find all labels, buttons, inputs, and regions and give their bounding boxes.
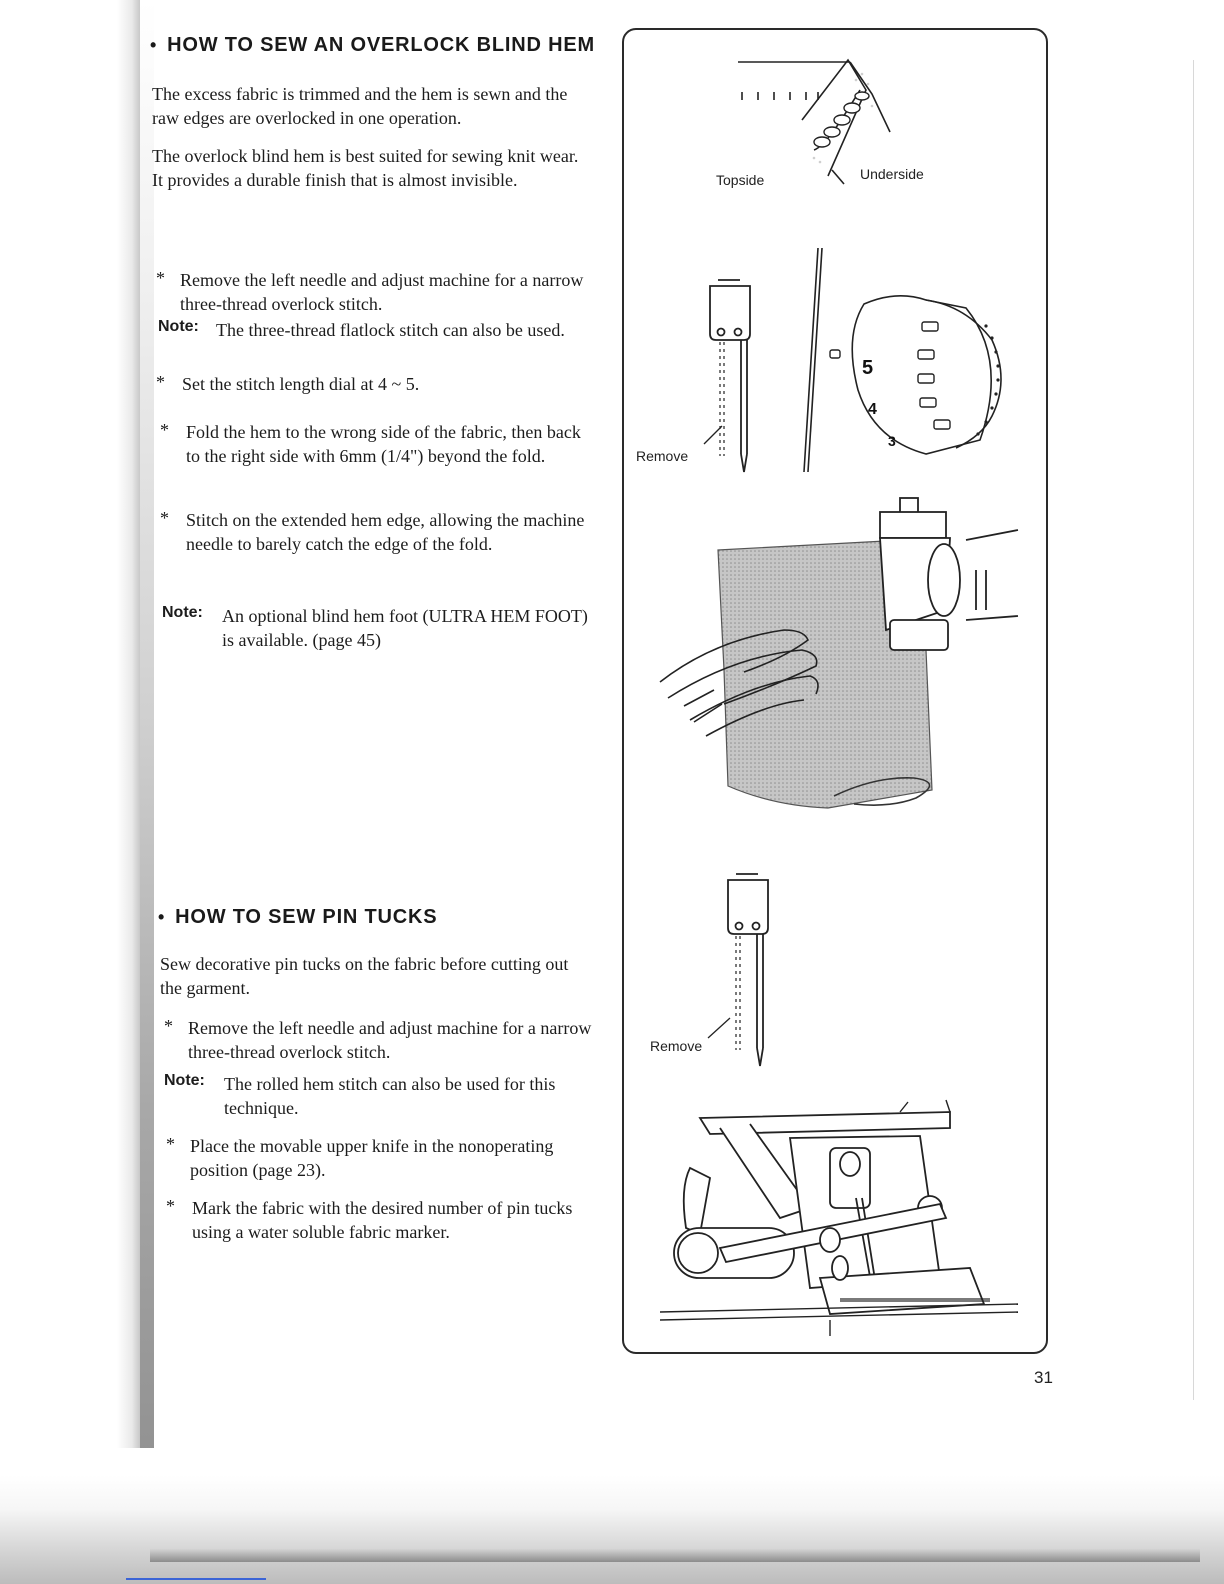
intro-paragraph-1: The excess fabric is trimmed and the hem is sewn and the raw edges are overlocked in one operation. <box>152 84 568 128</box>
intro-paragraph-2: The overlock blind hem is best suited for sewing knit wear. It provides a durable finish that is almost invisible. <box>152 146 579 190</box>
dial-number-3: 3 <box>888 433 896 449</box>
remove-label-2: Remove <box>650 1038 703 1054</box>
topside-label: Topside <box>716 172 765 188</box>
star-bullet: * <box>166 1134 175 1154</box>
intro-paragraph: Sew decorative pin tucks on the fabric before cutting out the garment. <box>160 954 569 998</box>
bottom-page-edge <box>150 1548 1200 1562</box>
note-text: The rolled hem stitch can also be used for this technique. <box>224 1074 556 1118</box>
underside-label: Underside <box>860 166 924 182</box>
right-page-edge <box>1193 60 1194 1400</box>
step-text: Place the movable upper knife in the nonoperating position (page 23). <box>190 1136 554 1180</box>
star-bullet: * <box>166 1196 175 1216</box>
step-text: Mark the fabric with the desired number of pin tucks using a water soluble fabric marker. <box>192 1198 573 1242</box>
bottom-page-shadow <box>0 1448 1224 1584</box>
note-label: Note: <box>164 1072 205 1089</box>
star-bullet: * <box>164 1016 173 1036</box>
heading-text: HOW TO SEW AN OVERLOCK BLIND HEM <box>167 34 595 56</box>
note-label: Note: <box>162 604 203 621</box>
note-label: Note: <box>158 318 199 335</box>
blind-hem-sewing-illustration <box>654 490 1026 820</box>
step-text: Set the stitch length dial at 4 ~ 5. <box>182 374 420 394</box>
heading-text: HOW TO SEW PIN TUCKS <box>175 906 438 928</box>
needle-diagram-1 <box>700 276 770 476</box>
bullet-dot: • <box>150 35 158 55</box>
dial-number-5: 5 <box>862 357 874 379</box>
bullet-dot: • <box>158 907 166 927</box>
remove-label-1: Remove <box>636 448 689 464</box>
scan-mark <box>126 1578 266 1580</box>
step-text: Fold the hem to the wrong side of the fabric, then back to the right side with 6mm (1/4") beyond the fold. <box>186 422 581 466</box>
star-bullet: * <box>160 420 169 440</box>
star-bullet: * <box>160 508 169 528</box>
note-text: An optional blind hem foot (ULTRA HEM FOOT) is available. (page 45) <box>222 606 588 650</box>
star-bullet: * <box>156 372 165 392</box>
section-heading <box>150 34 610 57</box>
section-heading <box>158 906 598 929</box>
binding-shadow <box>0 0 150 1584</box>
note-text: The three-thread flatlock stitch can also be used. <box>216 320 565 340</box>
stitch-length-dial <box>796 240 1016 480</box>
step-text: Remove the left needle and adjust machine for a narrow three-thread overlock stitch. <box>188 1018 592 1062</box>
hem-diagram <box>722 50 942 180</box>
page-number: 31 <box>1034 1368 1053 1387</box>
dial-number-4: 4 <box>868 401 877 418</box>
step-text: Remove the left needle and adjust machine for a narrow three-thread overlock stitch. <box>180 270 584 314</box>
needle-diagram-2 <box>718 870 788 1070</box>
pin-tuck-machine-illustration <box>660 1108 1022 1340</box>
star-bullet: * <box>156 268 165 288</box>
binding-edge <box>140 0 154 1584</box>
step-text: Stitch on the extended hem edge, allowing the machine needle to barely catch the edge of the fold. <box>186 510 585 554</box>
